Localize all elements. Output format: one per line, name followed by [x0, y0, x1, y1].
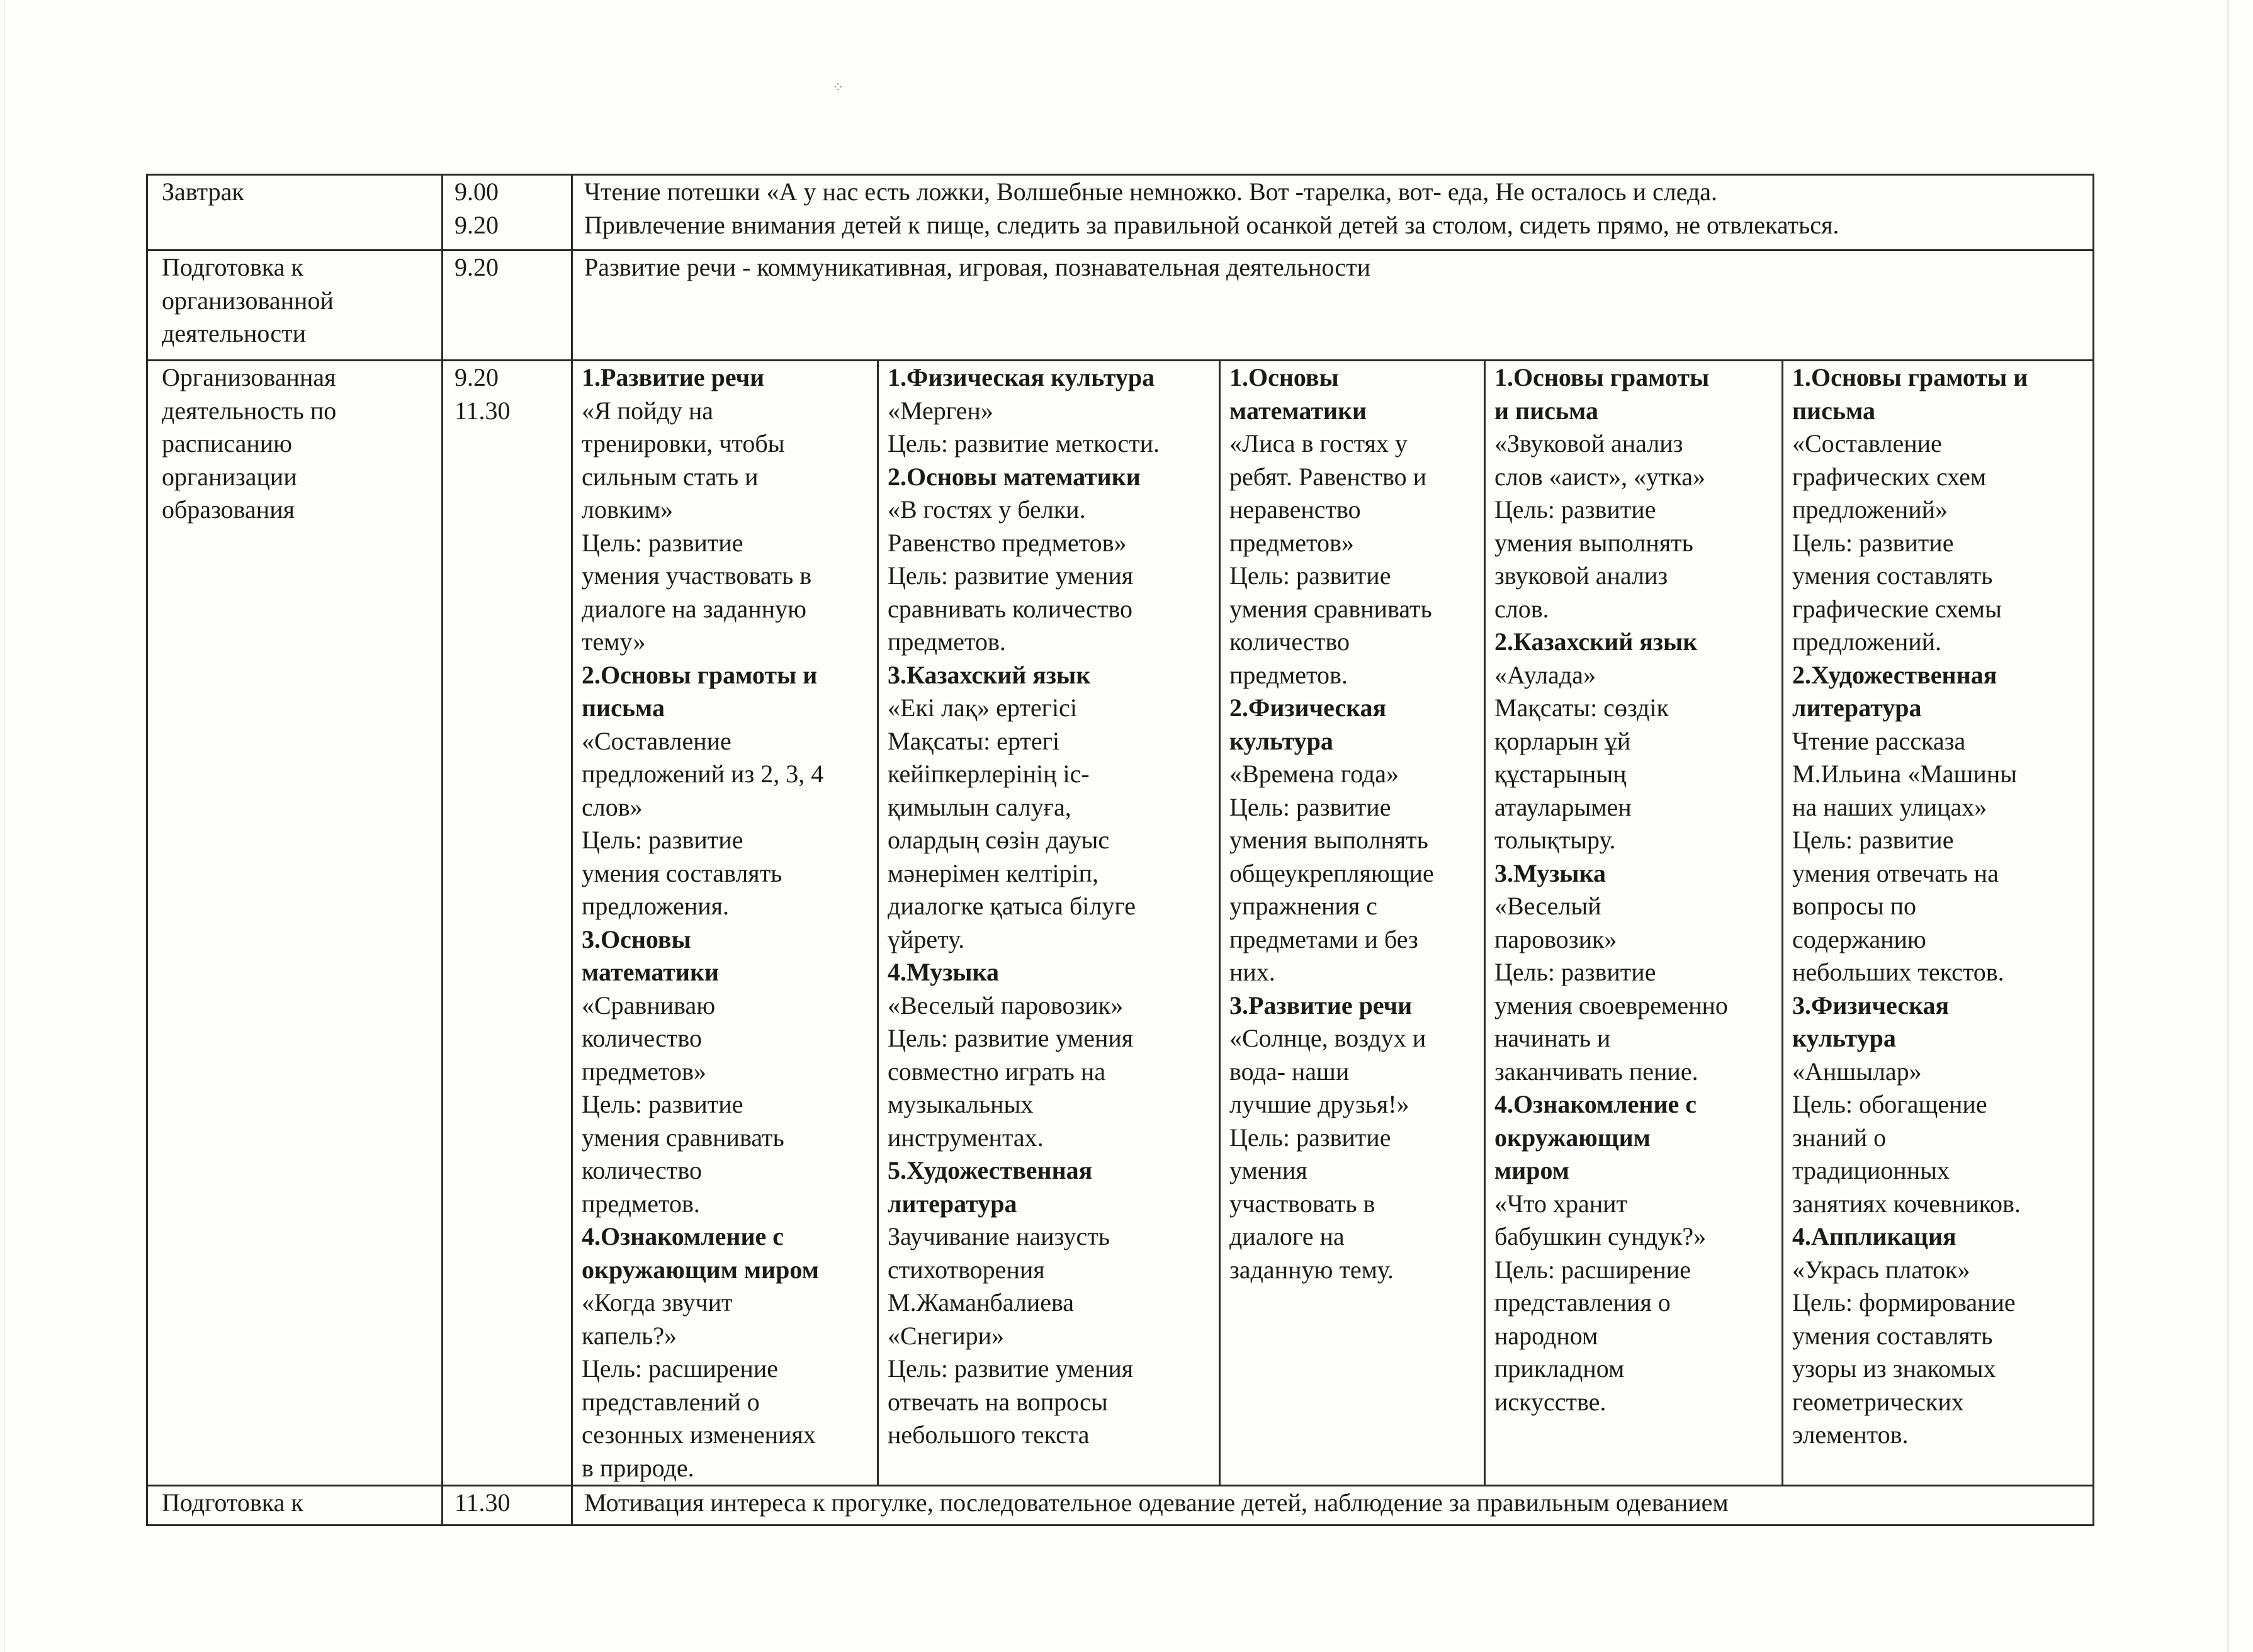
preparation-category-cell: [147, 250, 443, 361]
subject-detail-line: предметов»: [1229, 528, 1354, 557]
subject-detail-line: атауларымен: [1494, 792, 1632, 821]
subject-heading: окружающим: [1494, 1123, 1651, 1152]
subject-detail-line: Цель: развитие: [582, 528, 743, 557]
subject-heading: 3.Развитие речи: [1229, 991, 1413, 1020]
subject-detail-line: бабушкин сундук?»: [1494, 1222, 1707, 1250]
breakfast-time-cell: [443, 175, 572, 250]
subject-detail-line: графических схем: [1792, 462, 1987, 491]
subject-detail-line: предложений.: [1792, 627, 1942, 656]
subject-detail-line: упражнения с: [1229, 892, 1377, 920]
breakfast-category-cell: [147, 175, 443, 250]
subject-heading: 1.Основы грамоты: [1494, 363, 1710, 391]
subject-heading: 1.Физическая культура: [888, 363, 1155, 391]
subject-detail-line: предложений из 2, 3, 4: [582, 760, 824, 788]
subject-detail-line: слов «аист», «утка»: [1494, 462, 1706, 491]
subject-detail-line: Цель: развитие: [582, 1090, 743, 1118]
day-cell-1: [572, 361, 878, 1486]
subject-detail-line: предметов.: [888, 627, 1006, 656]
subject-heading: 2.Физическая: [1229, 694, 1387, 722]
cell-text-line: организации: [162, 462, 297, 491]
subject-detail-line: искусстве.: [1494, 1387, 1606, 1416]
subject-detail-line: на наших улицах»: [1792, 792, 1987, 821]
subject-heading: окружающим миром: [582, 1255, 819, 1284]
subject-detail-line: музыкальных: [888, 1090, 1034, 1118]
subject-detail-line: «Времена года»: [1229, 760, 1399, 788]
subject-heading: литература: [888, 1189, 1017, 1218]
subject-detail-line: начинать и: [1494, 1024, 1611, 1052]
subject-detail-line: узоры из знакомых: [1792, 1354, 1996, 1383]
day-cell-2: [878, 361, 1220, 1486]
subject-detail-line: Цель: развитие: [1494, 495, 1656, 524]
subject-detail-line: Цель: развитие: [1229, 1123, 1391, 1152]
day-cell-3: [1220, 361, 1485, 1486]
subject-detail-line: «Веселый: [1494, 892, 1601, 920]
subject-detail-line: представлений о: [582, 1387, 760, 1416]
subject-detail-line: прикладном: [1494, 1354, 1625, 1383]
subject-detail-line: умения участвовать в: [582, 561, 812, 590]
subject-detail-line: слов.: [1494, 594, 1549, 623]
subject-detail-line: капель?»: [582, 1321, 677, 1350]
subject-detail-line: заданную тему.: [1229, 1255, 1394, 1284]
cell-text-line: Организованная: [162, 363, 336, 391]
cell-text-line: Привлечение внимания детей к пище, следить за правильной осанкой детей за столом, сидеть прямо, не отвлекаться.: [584, 210, 1839, 239]
subject-detail-line: «Составление: [1792, 429, 1942, 458]
subject-detail-line: умения сравнивать: [582, 1123, 784, 1152]
cell-text-line: 11.30: [455, 396, 511, 425]
subject-heading: 2.Основы грамоты и: [582, 660, 818, 689]
subject-heading: письма: [1792, 396, 1875, 425]
cell-text-line: Завтрак: [162, 177, 244, 206]
subject-detail-line: «В гостях у белки.: [888, 495, 1086, 524]
subject-heading: 1.Основы грамоты и: [1792, 363, 2028, 391]
subject-detail-line: Цель: развитие умения: [888, 561, 1134, 590]
subject-detail-line: умения отвечать на: [1792, 858, 1999, 887]
subject-detail-line: предметов»: [582, 1057, 706, 1086]
subject-heading: 2.Основы математики: [888, 462, 1141, 491]
subject-detail-line: Цель: развитие: [1229, 561, 1391, 590]
organized-category-cell: [147, 361, 443, 1486]
subject-heading: и письма: [1494, 396, 1599, 425]
subject-detail-line: вода- наши: [1229, 1057, 1350, 1086]
breakfast-content-cell: [572, 175, 2094, 250]
day-cell-4: [1485, 361, 1783, 1486]
subject-detail-line: үйрету.: [888, 924, 965, 953]
subject-heading: 4.Музыка: [888, 958, 999, 986]
subject-detail-line: паровозик»: [1494, 924, 1617, 953]
subject-detail-line: құстарының: [1494, 760, 1627, 788]
subject-heading: 2.Художественная: [1792, 660, 1997, 689]
subject-detail-line: стихотворения: [888, 1255, 1045, 1284]
cell-text-line: образования: [162, 495, 295, 524]
subject-heading: 3.Физическая: [1792, 991, 1950, 1020]
subject-detail-line: диалоге на: [1229, 1222, 1345, 1250]
subject-detail-line: заканчивать пение.: [1494, 1057, 1698, 1086]
subject-detail-line: умения составлять: [1792, 561, 1993, 590]
subject-detail-line: тему»: [582, 627, 646, 656]
subject-detail-line: представления о: [1494, 1288, 1671, 1317]
subject-heading: культура: [1792, 1024, 1896, 1052]
subject-detail-line: умения составлять: [1792, 1321, 1993, 1350]
cell-text-line: 9.20: [455, 210, 499, 239]
subject-detail-line: предложений»: [1792, 495, 1948, 524]
subject-detail-line: мәнерімен келтіріп,: [888, 858, 1099, 887]
subject-heading: 4.Ознакомление с: [1494, 1090, 1697, 1118]
scan-right-edge: [2227, 0, 2229, 1652]
subject-heading: математики: [1229, 396, 1367, 425]
cell-text-line: Подготовка к: [162, 253, 303, 281]
preparation-time-cell: [443, 250, 572, 361]
subject-heading: 3.Музыка: [1494, 858, 1606, 887]
subject-detail-line: «Аншылар»: [1792, 1057, 1922, 1086]
subject-detail-line: традиционных: [1792, 1156, 1950, 1184]
subject-detail-line: «Аулада»: [1494, 660, 1596, 689]
organized-time-cell: [443, 361, 572, 1486]
cell-text-line: 9.20: [455, 363, 499, 391]
subject-detail-line: «Составление: [582, 726, 731, 755]
cell-text-line: Чтение потешки «А у нас есть ложки, Волшебные немножко. Вот -тарелка, вот- еда, Не осталось и следа.: [584, 177, 1718, 206]
subject-heading: 4.Ознакомление с: [582, 1222, 784, 1250]
subject-detail-line: олардың сөзін дауыс: [888, 826, 1110, 854]
subject-heading: 3.Основы: [582, 924, 691, 953]
subject-detail-line: лучшие друзья!»: [1229, 1090, 1409, 1118]
subject-detail-line: кейіпкерлерінің іс-: [888, 760, 1090, 788]
subject-detail-line: звуковой анализ: [1494, 561, 1668, 590]
subject-detail-line: Цель: расширение: [1494, 1255, 1691, 1284]
subject-detail-line: сильным стать и: [582, 462, 759, 491]
row-organized-activity: [147, 361, 2094, 1486]
subject-detail-line: графические схемы: [1792, 594, 2002, 623]
subject-detail-line: «Солнце, воздух и: [1229, 1024, 1426, 1052]
cell-text-line: деятельность по: [162, 396, 337, 425]
subject-detail-line: небольшого текста: [888, 1420, 1090, 1449]
subject-detail-line: «Укрась платок»: [1792, 1255, 1970, 1284]
subject-detail-line: «Звуковой анализ: [1494, 429, 1683, 458]
subject-detail-line: Цель: развитие: [1494, 958, 1656, 986]
subject-detail-line: Равенство предметов»: [888, 528, 1127, 557]
subject-detail-line: Цель: развитие умения: [888, 1024, 1134, 1052]
subject-detail-line: Цель: обогащение: [1792, 1090, 1987, 1118]
row-walk-preparation: [147, 1486, 2094, 1526]
subject-detail-line: қимылын салуға,: [888, 792, 1071, 821]
subject-detail-line: в природе.: [582, 1453, 694, 1482]
subject-detail-line: количество: [582, 1156, 702, 1184]
subject-detail-line: умения составлять: [582, 858, 782, 887]
walk-prep-time-cell: [443, 1486, 572, 1526]
subject-detail-line: участвовать в: [1229, 1189, 1375, 1218]
subject-heading: математики: [582, 958, 720, 986]
subject-heading: 3.Казахский язык: [888, 660, 1091, 689]
cell-text-line: 11.30: [455, 1488, 511, 1517]
subject-detail-line: Цель: развитие умения: [888, 1354, 1134, 1383]
subject-detail-line: неравенство: [1229, 495, 1361, 524]
cell-text-line: организованной: [162, 286, 334, 315]
subject-detail-line: предметами и без: [1229, 924, 1418, 953]
subject-detail-line: предметов.: [1229, 660, 1348, 689]
subject-detail-line: Цель: развитие: [1229, 792, 1391, 821]
subject-heading: культура: [1229, 726, 1333, 755]
subject-detail-line: умения сравнивать: [1229, 594, 1432, 623]
subject-heading: миром: [1494, 1156, 1570, 1184]
subject-detail-line: слов»: [582, 792, 643, 821]
subject-heading: литература: [1792, 694, 1922, 722]
subject-heading: 1.Основы: [1229, 363, 1339, 391]
subject-detail-line: Цель: развитие меткости.: [888, 429, 1160, 458]
subject-detail-line: Цель: формирование: [1792, 1288, 2016, 1317]
subject-detail-line: Чтение рассказа: [1792, 726, 1966, 755]
subject-heading: 4.Аппликация: [1792, 1222, 1957, 1250]
cell-text-line: Развитие речи - коммуникативная, игровая, познавательная деятельности: [584, 253, 1371, 281]
subject-detail-line: содержанию: [1792, 924, 1926, 953]
subject-detail-line: «Я пойду на: [582, 396, 714, 425]
subject-detail-line: Мақсаты: сөздік: [1494, 694, 1669, 722]
subject-detail-line: умения своевременно: [1494, 991, 1728, 1020]
walk-prep-category-cell: [147, 1486, 443, 1526]
subject-detail-line: Цель: расширение: [582, 1354, 778, 1383]
cell-text-line: деятельности: [162, 319, 306, 347]
subject-detail-line: умения выполнять: [1494, 528, 1693, 557]
day-cell-5: [1783, 361, 2094, 1486]
subject-detail-line: количество: [1229, 627, 1350, 656]
subject-detail-line: общеукрепляющие: [1229, 858, 1434, 887]
subject-detail-line: ловким»: [582, 495, 673, 524]
cell-text-line: расписанию: [162, 429, 293, 458]
subject-heading: 5.Художественная: [888, 1156, 1093, 1184]
subject-detail-line: «Мерген»: [888, 396, 993, 425]
subject-detail-line: геометрических: [1792, 1387, 1964, 1416]
subject-detail-line: вопросы по: [1792, 892, 1917, 920]
subject-detail-line: «Екі лақ» ертегісі: [888, 694, 1077, 722]
subject-detail-line: количество: [582, 1024, 702, 1052]
subject-detail-line: «Сравниваю: [582, 991, 716, 1020]
subject-detail-line: народном: [1494, 1321, 1598, 1350]
cell-text-line: Подготовка к: [162, 1488, 303, 1517]
subject-detail-line: тренировки, чтобы: [582, 429, 785, 458]
subject-detail-line: инструментах.: [888, 1123, 1044, 1152]
subject-heading: 2.Казахский язык: [1494, 627, 1698, 656]
row-preparation: [147, 250, 2094, 361]
subject-detail-line: предложения.: [582, 892, 730, 920]
subject-detail-line: диалогке қатыса білуге: [888, 892, 1136, 920]
subject-detail-line: «Веселый паровозик»: [888, 991, 1124, 1020]
scan-speck: ⁘: [832, 79, 844, 95]
subject-detail-line: диалоге на заданную: [582, 594, 806, 623]
subject-detail-line: «Снегири»: [888, 1321, 1005, 1350]
row-breakfast: [147, 175, 2094, 250]
subject-detail-line: «Лиса в гостях у: [1229, 429, 1408, 458]
subject-detail-line: занятиях кочевников.: [1792, 1189, 2021, 1218]
subject-detail-line: «Что хранит: [1494, 1189, 1627, 1218]
subject-detail-line: толықтыру.: [1494, 826, 1616, 854]
subject-heading: письма: [582, 694, 665, 722]
subject-detail-line: М.Ильина «Машины: [1792, 760, 2018, 788]
scan-left-edge: [4, 0, 5, 1652]
subject-detail-line: сезонных изменениях: [582, 1420, 816, 1449]
subject-detail-line: элементов.: [1792, 1420, 1909, 1449]
daily-schedule-table: [146, 174, 2094, 1526]
subject-detail-line: қорларын ұй: [1494, 726, 1631, 755]
subject-detail-line: сравнивать количество: [888, 594, 1132, 623]
subject-detail-line: Цель: развитие: [1792, 528, 1954, 557]
walk-prep-content-cell: [572, 1486, 2094, 1526]
subject-detail-line: Цель: развитие: [582, 826, 743, 854]
subject-detail-line: умения: [1229, 1156, 1307, 1184]
subject-detail-line: М.Жаманбалиева: [888, 1288, 1075, 1317]
subject-detail-line: небольших текстов.: [1792, 958, 2004, 986]
subject-detail-line: предметов.: [582, 1189, 700, 1218]
subject-heading: 1.Развитие речи: [582, 363, 765, 391]
subject-detail-line: совместно играть на: [888, 1057, 1106, 1086]
preparation-content-cell: [572, 250, 2094, 361]
subject-detail-line: ребят. Равенство и: [1229, 462, 1427, 491]
subject-detail-line: знаний о: [1792, 1123, 1887, 1152]
subject-detail-line: Мақсаты: ертегі: [888, 726, 1060, 755]
subject-detail-line: Цель: развитие: [1792, 826, 1954, 854]
cell-text-line: Мотивация интереса к прогулке, последовательное одевание детей, наблюдение за правильным одеванием: [584, 1488, 1729, 1517]
cell-text-line: 9.20: [455, 253, 499, 281]
subject-detail-line: умения выполнять: [1229, 826, 1428, 854]
subject-detail-line: них.: [1229, 958, 1275, 986]
subject-detail-line: «Когда звучит: [582, 1288, 733, 1317]
cell-text-line: 9.00: [455, 177, 499, 206]
subject-detail-line: отвечать на вопросы: [888, 1387, 1108, 1416]
subject-detail-line: Заучивание наизусть: [888, 1222, 1110, 1250]
